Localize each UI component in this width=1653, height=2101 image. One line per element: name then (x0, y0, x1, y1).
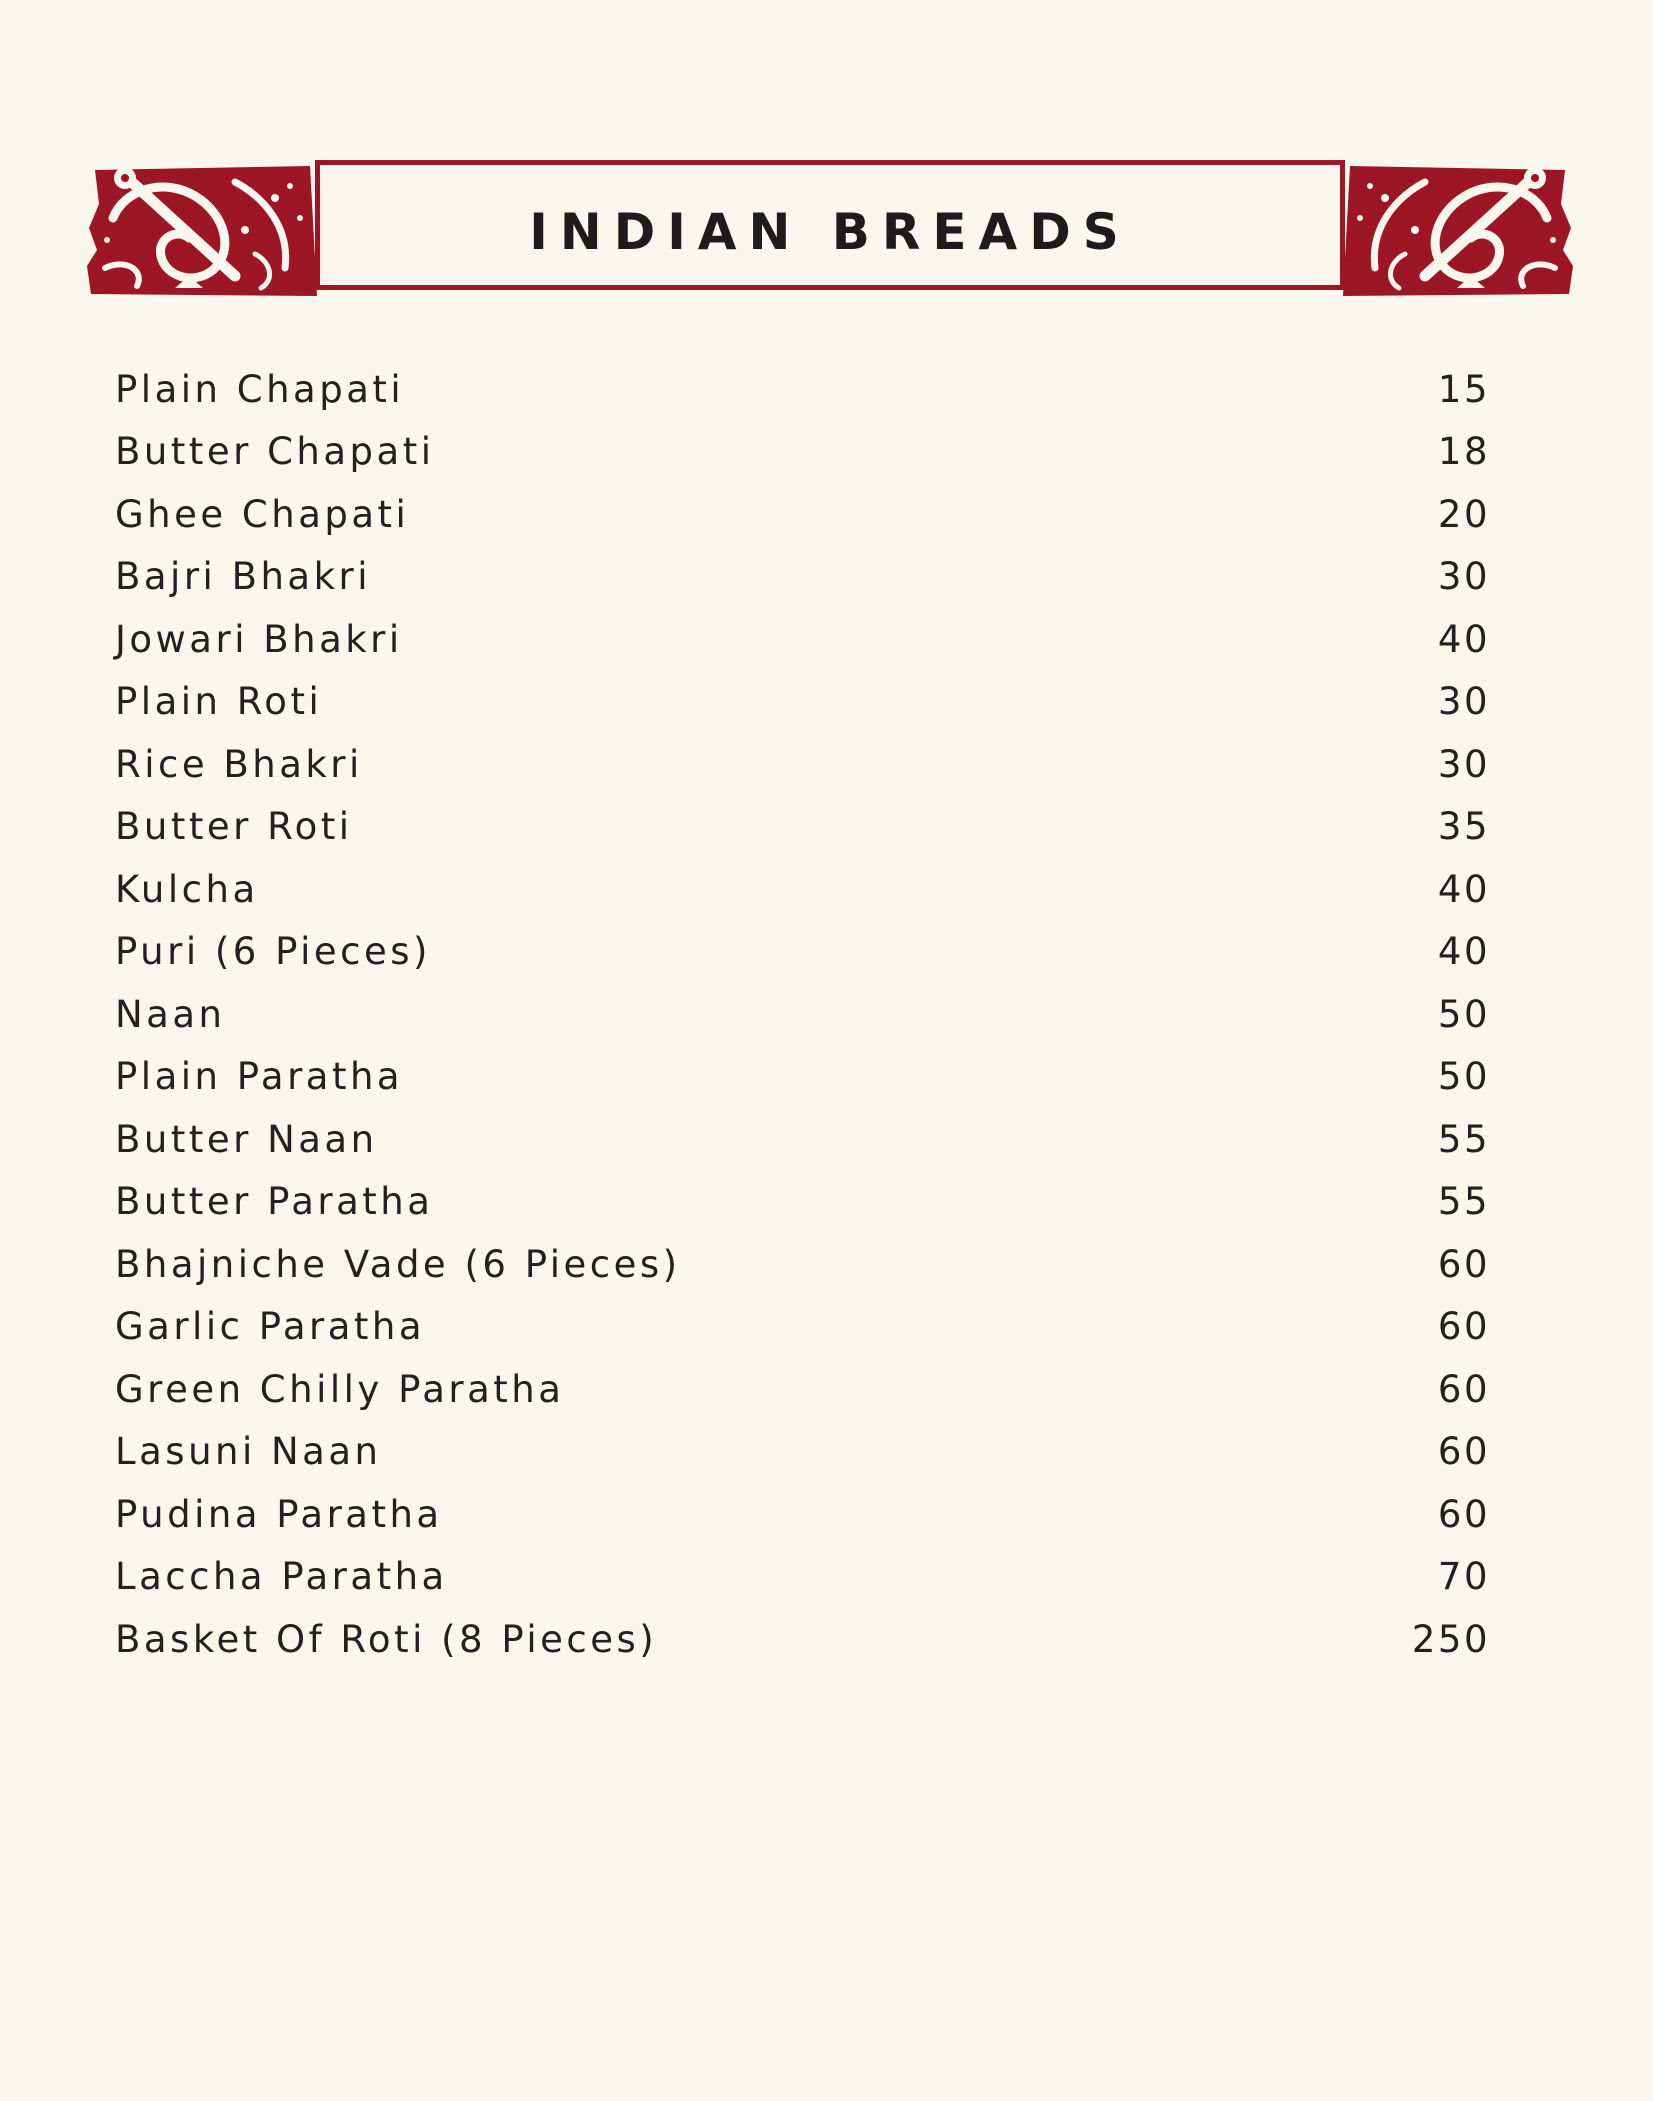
menu-item (115, 1608, 1490, 1671)
item-price: 50 (1437, 992, 1490, 1036)
item-price: 35 (1437, 805, 1490, 849)
menu-item (115, 1483, 1490, 1546)
item-name: Pudina Paratha (115, 1492, 443, 1536)
menu-header (85, 158, 1575, 298)
item-name: Plain Chapati (115, 367, 405, 411)
item-price: 15 (1437, 367, 1490, 411)
item-price: 250 (1411, 1617, 1490, 1661)
menu-item (115, 1233, 1490, 1296)
menu-item (115, 921, 1490, 984)
item-name: Puri (6 Pieces) (115, 930, 431, 974)
menu-item (115, 608, 1490, 671)
menu-item (115, 671, 1490, 734)
item-name: Lasuni Naan (115, 1430, 382, 1474)
item-price: 40 (1437, 617, 1490, 661)
menu-item (115, 421, 1490, 484)
item-price: 30 (1437, 680, 1490, 724)
menu-item (115, 483, 1490, 546)
menu-item (115, 358, 1490, 421)
menu-item (115, 1171, 1490, 1234)
item-price: 60 (1437, 1492, 1490, 1536)
item-name: Laccha Paratha (115, 1555, 448, 1599)
item-price: 60 (1437, 1430, 1490, 1474)
menu-item (115, 1358, 1490, 1421)
item-price: 30 (1437, 555, 1490, 599)
page-title: INDIAN BREADS (529, 203, 1131, 261)
item-price: 70 (1437, 1555, 1490, 1599)
item-name: Kulcha (115, 867, 259, 911)
item-price: 50 (1437, 1055, 1490, 1099)
item-name: Plain Paratha (115, 1055, 404, 1099)
item-name: Green Chilly Paratha (115, 1367, 565, 1411)
menu-item (115, 983, 1490, 1046)
floral-ornament-icon (85, 158, 320, 298)
menu-item (115, 796, 1490, 859)
menu-item (115, 733, 1490, 796)
item-name: Butter Chapati (115, 430, 435, 474)
item-price: 40 (1437, 930, 1490, 974)
menu-item (115, 1296, 1490, 1359)
menu-item (115, 546, 1490, 609)
menu-item (115, 1546, 1490, 1609)
menu-item (115, 1108, 1490, 1171)
item-price: 55 (1437, 1180, 1490, 1224)
item-name: Butter Paratha (115, 1180, 434, 1224)
item-name: Butter Roti (115, 805, 353, 849)
item-name: Plain Roti (115, 680, 323, 724)
item-name: Naan (115, 992, 226, 1036)
item-price: 60 (1437, 1305, 1490, 1349)
title-box (315, 160, 1345, 290)
item-name: Bhajniche Vade (6 Pieces) (115, 1242, 681, 1286)
item-name: Butter Naan (115, 1117, 378, 1161)
item-name: Ghee Chapati (115, 492, 410, 536)
item-price: 20 (1437, 492, 1490, 536)
item-price: 18 (1437, 430, 1490, 474)
item-price: 30 (1437, 742, 1490, 786)
menu-item (115, 858, 1490, 921)
floral-ornament-icon (1340, 158, 1575, 298)
item-price: 60 (1437, 1242, 1490, 1286)
item-price: 60 (1437, 1367, 1490, 1411)
item-name: Basket Of Roti (8 Pieces) (115, 1617, 658, 1661)
item-name: Jowari Bhakri (115, 617, 403, 661)
menu-list (115, 358, 1490, 1671)
item-name: Garlic Paratha (115, 1305, 426, 1349)
item-price: 55 (1437, 1117, 1490, 1161)
item-price: 40 (1437, 867, 1490, 911)
item-name: Rice Bhakri (115, 742, 363, 786)
menu-item (115, 1046, 1490, 1109)
menu-item (115, 1421, 1490, 1484)
item-name: Bajri Bhakri (115, 555, 372, 599)
